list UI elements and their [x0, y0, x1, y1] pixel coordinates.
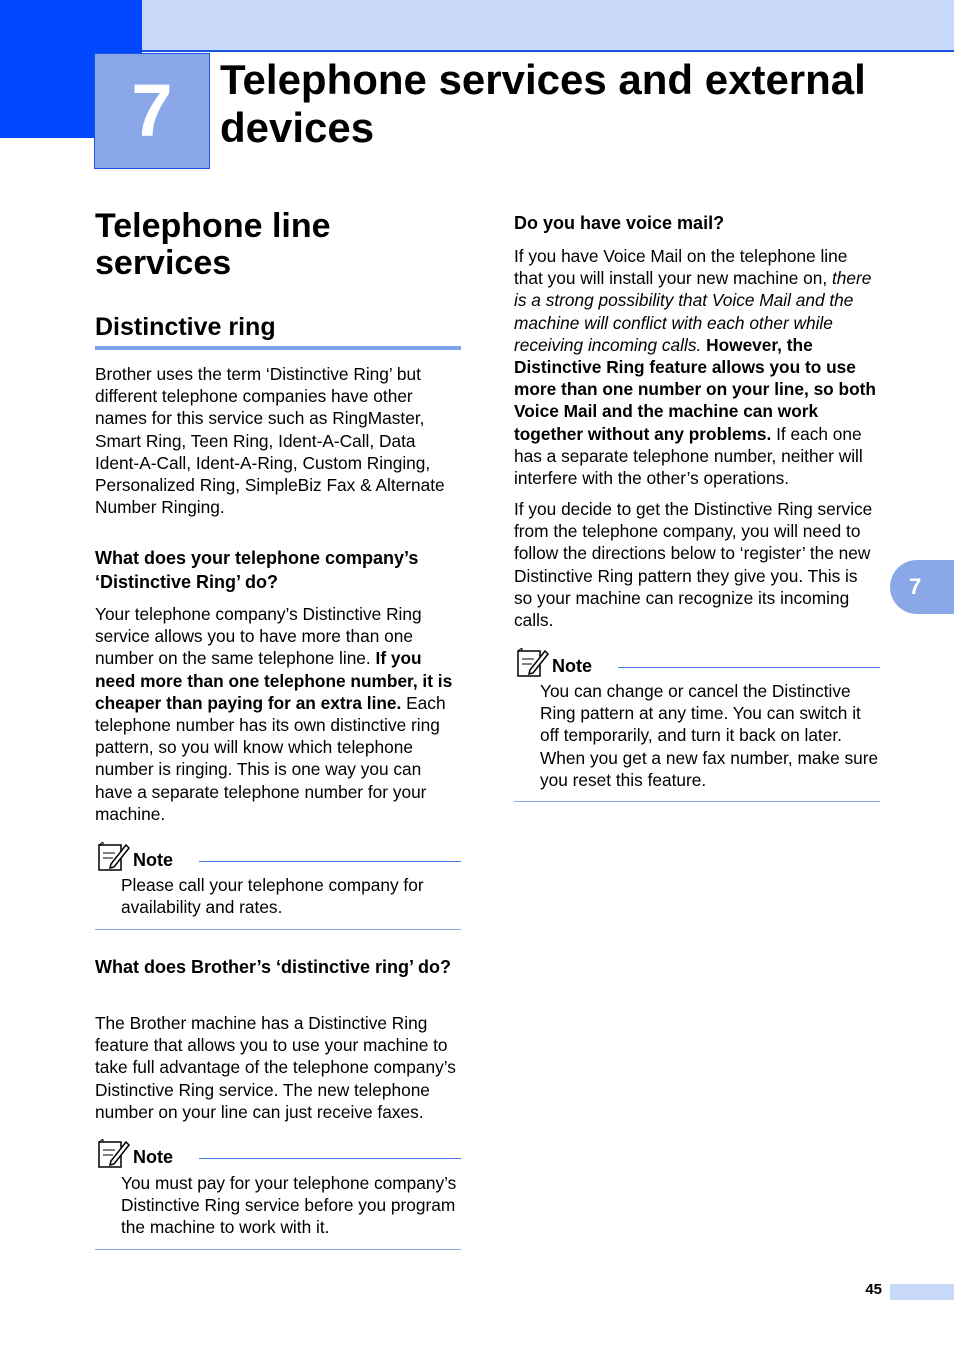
note1-header [97, 842, 461, 874]
header-band [142, 0, 954, 52]
chapter-side-tab: 7 [890, 560, 954, 614]
chapter-number: 7 [94, 53, 210, 169]
section-title: Telephone line services [95, 207, 331, 282]
note1-bottom-rule [95, 929, 461, 930]
note1-line [199, 861, 461, 862]
note2-label: Note [133, 1147, 173, 1167]
note-pencil-icon [516, 648, 550, 678]
note1-text: Please call your telephone company for availability and rates. [121, 875, 424, 918]
page-number-bar [890, 1284, 954, 1300]
q3-para2: If you decide to get the Distinctive Ring service from the telephone company, you will need to follow the directions below to ‘register’ the new Distinctive Ring pattern they give you. This is so your machine can recognize its incoming calls. [514, 499, 873, 631]
distinctive-ring-intro: Brother uses the term ‘Distinctive Ring’ but different telephone companies have other names for this service such as RingMaster, Smart Ring, Teen Ring, Ident-A-Call, Data Ident-A-Call, Ident-A-Ring, Custom Ringing, Personalized Ring, SimpleBiz Fax & Alternate Number Ringing. [95, 364, 445, 518]
q1-body: Your telephone company’s Distinctive Ring service allows you to have more than one number on the same telephone line. If you need more than one telephone number, it is cheaper than paying for an extra line. Each telephone number has its own distinctive ring pattern, so you will know which telephone number is ringing. This is one way you can have a separate telephone number for your machine. [95, 604, 453, 824]
note3-label: Note [552, 656, 592, 676]
note1-label: Note [133, 850, 173, 870]
note2-line [199, 1158, 461, 1159]
note3-header [516, 648, 880, 680]
note3-text: You can change or cancel the Distinctive Ring pattern at any time. You can switch it off temporarily, and turn it back on later. When you get a new fax number, make sure you reset this feature. [540, 681, 879, 790]
q3-heading: Do you have voice mail? [514, 213, 725, 233]
subsection-rule [95, 346, 461, 350]
q2-heading: What does Brother’s ‘distinctive ring’ do? [95, 957, 452, 977]
q3-body: If you have Voice Mail on the telephone line that you will install your new machine on, there is a strong possibility that Voice Mail and the machine will conflict with each other while receiving incoming calls. However, the Distinctive Ring feature allows you to use more than one number on your line, so both Voice Mail and the machine can work together without any problems. If each one has a separate telephone number, neither will interfere with the other’s operations. [514, 246, 876, 489]
note-pencil-icon [97, 1139, 131, 1169]
subsection-title: Distinctive ring [95, 313, 276, 341]
note-pencil-icon [97, 842, 131, 872]
q1-heading: What does your telephone company’s ‘Distinctive Ring’ do? [95, 548, 419, 592]
page-number: 45 [865, 1281, 882, 1298]
note2-header [97, 1139, 461, 1171]
q2-body: The Brother machine has a Distinctive Ring feature that allows you to use your machine to take full advantage of the telephone company’s Distinctive Ring service. The new telephone number on your line can just receive faxes. [95, 1013, 456, 1122]
note3-bottom-rule [514, 801, 880, 802]
chapter-title: Telephone services and external devices [220, 56, 866, 151]
note2-bottom-rule [95, 1249, 461, 1250]
note3-line [618, 667, 880, 668]
note2-text: You must pay for your telephone company’s Distinctive Ring service before you program the machine to work with it. [121, 1173, 457, 1238]
